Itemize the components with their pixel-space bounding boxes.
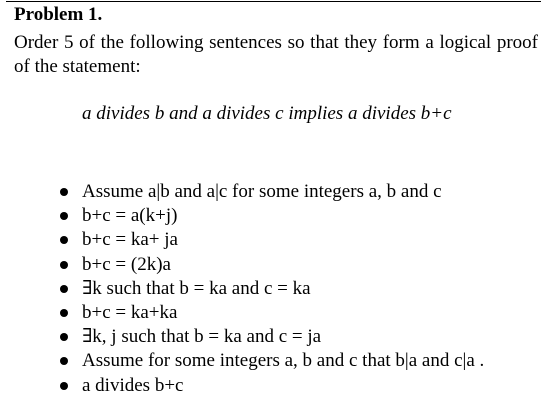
bullet-icon <box>60 236 68 244</box>
bullet-icon <box>60 285 68 293</box>
sentence-option-text: ∃k, j such that b = ka and c = ja <box>82 326 322 348</box>
bullet-icon <box>60 357 68 365</box>
problem-statement: a divides b and a divides c implies a divides b+c <box>82 103 452 124</box>
bullet-icon <box>60 309 68 317</box>
bullet-icon <box>60 333 68 341</box>
sentence-option-4[interactable] <box>58 253 484 277</box>
sentence-option-text: b+c = ka+ka <box>82 301 178 323</box>
sentence-option-text: b+c = (2k)a <box>82 253 171 275</box>
bullet-icon <box>60 212 68 220</box>
problem-prompt: Order 5 of the following sentences so that they form a logical proof of the statement: <box>14 32 538 77</box>
sentence-option-8[interactable] <box>58 349 484 373</box>
sentence-option-6[interactable] <box>58 301 484 325</box>
top-rule <box>6 1 541 2</box>
problem-title: Problem 1. <box>14 4 103 25</box>
sentence-option-3[interactable] <box>58 228 484 252</box>
sentence-option-text: a divides b+c <box>82 374 184 396</box>
bullet-icon <box>60 261 68 269</box>
bullet-icon <box>60 382 68 390</box>
sentence-option-9[interactable] <box>58 374 484 398</box>
sentence-option-text: Assume for some integers a, b and c that b|a and c|a . <box>82 350 485 372</box>
sentence-option-text: b+c = a(k+j) <box>82 205 178 227</box>
sentence-option-7[interactable] <box>58 325 484 349</box>
sentence-options-list <box>58 180 484 398</box>
sentence-option-text: ∃k such that b = ka and c = ka <box>82 277 311 299</box>
sentence-option-5[interactable] <box>58 277 484 301</box>
sentence-option-2[interactable] <box>58 204 484 228</box>
sentence-option-1[interactable] <box>58 180 484 204</box>
sentence-option-text: b+c = ka+ ja <box>82 229 178 251</box>
bullet-icon <box>60 188 68 196</box>
sentence-option-text: Assume a|b and a|c for some integers a, b and c <box>82 181 442 202</box>
